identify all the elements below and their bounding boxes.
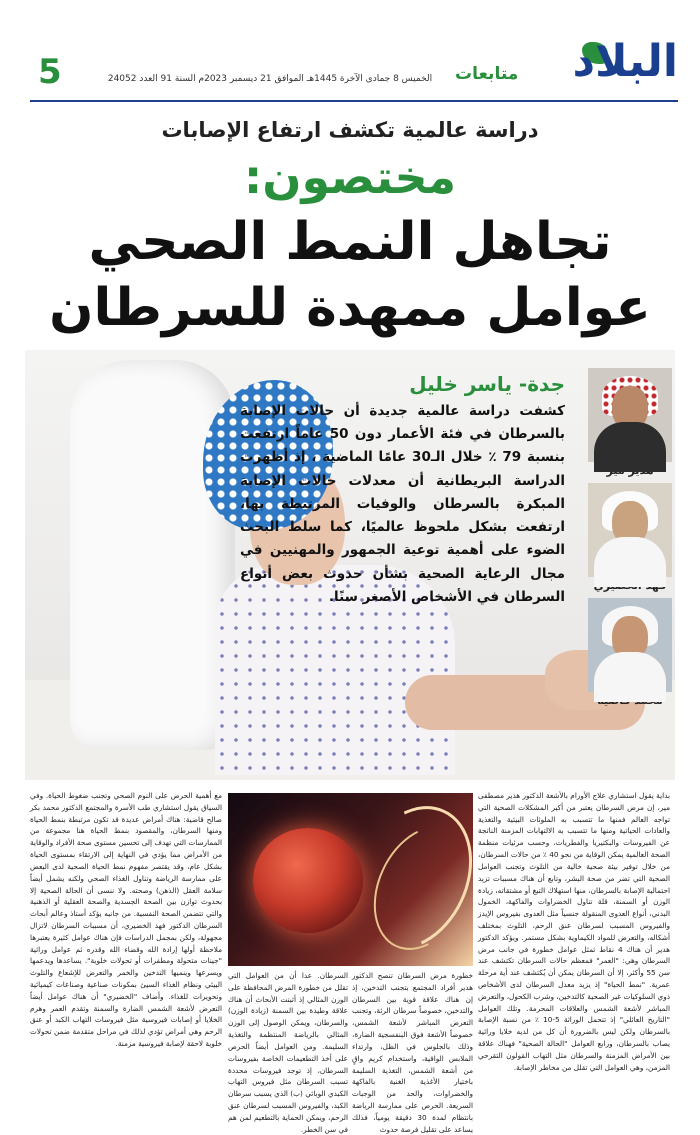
headline-lead: مختصون:	[243, 150, 457, 204]
pillow	[70, 360, 235, 750]
article-intro: كشفت دراسة عالمية جديدة أن حالات الإصابة بالسرطان في فئة الأعمار دون 50 عاماً ارتفعت بنسبة 79 ٪ خلال الـ30 عامًا الماضية ، إذ أظهرت الدراسة البريطانية أن معدلات حالات الإصابة المبكرة بالسرطان والوفيات المرتبطة بها، ارتفعت بشكل ملحوظ عالميًا، كما سلط البحث الضوء على أهمية توعية الجمهور والمهنيين في مجال الرعاية الصحية بشأن حدوث بعض أنواع السرطان في الأشخاص الأصغر سنًا.	[240, 403, 565, 605]
section-label: متابعات	[455, 64, 519, 84]
column-text: بداية يقول استشاري علاج الأورام بالأشعة الدكتور هدير مصطفى مير، إن مرض السرطان يعتبر من أكبر المشكلات الصحية التي تواجه العالم فمنها ما تتسبب به الملوثات البيئية والتغذية والعادات الحياتية ومنها ما تتسبب به الالتهابات المزمنة الناتجة عن الفيروسات والبكتيريا والفطريات، وحسب مرئيات منظمة الصحة العالمية يمكن الوقاية من نحو 40 ٪ من حالات السرطان، من خلال توفير بيئة صحية خالية من التلوث وتجنب العوامل الصحية التي تضر من صحة البشر، وتابع أن هناك مسببات تزيد احتمالية الإصابة بالسرطان، منها استهلاك التبغ أو مشتقاته، زيادة الوزن أو السمنة، قلة تناول الخضراوات والفاكهة، الخمول البدني، أنواع العدوى المنقولة جنسياً مثل العدوى بفيروس الإيدز والفيروس المسبب لسرطان عنق الرحم، التلوث بمختلف أشكاله، والتعرض للمواد الكيماوية بشكل مستمر. ويؤكد الدكتور هدير أن هناك 4 نقاط تمثل عوامل خطورة في جانب مرض السرطان وهي: "العمر" فمعظم حالات السرطان تكتشف عند سن 55 وأكثر، إلا أن السرطان يمكن أن يُكتشف عند أية مرحلة عمرية. "نمط الحياة" إذ يزيد معدل السرطان لدى الأشخاص ذوي السلوكيات غير الصحية كالتدخين، وشرب الكحول، والتعرض المباشر لأشعة الشمس والعلاقات المحرمة. وتلك العوامل "التاريخ العائلي" إذ تتحمل الوراثة 5-10 ٪ من نسبة الإصابة بالسرطان ولكن ليس بالضرورة أن كل من لديه خلايا وراثية يصاب بالسرطان، ورابع العوامل "الحالة الصحية" فهناك علاقة بين الأمراض المزمنة والسرطان مثل التهاب القولون التقرحي المزمن، وهي العوامل التي تقلل من مخاطر الإصابة.	[478, 791, 670, 1072]
inset-cancer-cell-photo	[228, 793, 473, 966]
byline: جدة- ياسر خليل	[409, 372, 565, 396]
portrait-fahad-alkhudairi	[588, 483, 672, 592]
newspaper-logo	[540, 34, 680, 98]
portrait-photo	[588, 483, 672, 577]
article-kicker: دراسة عالمية تكشف ارتفاع الإصابات	[161, 118, 539, 142]
header-divider	[30, 100, 678, 102]
page-number: 5	[38, 52, 62, 92]
masthead	[0, 0, 700, 108]
portrait-hadeer-mir	[588, 368, 672, 477]
cancer-cell	[253, 828, 363, 933]
headline-line-1: تجاهل النمط الصحي	[88, 212, 612, 272]
portrait-photo	[588, 598, 672, 692]
headline-line-2: عوامل ممهدة للسرطان	[49, 278, 651, 338]
column-text: السرطان. عدا أن من العوامل التي تقلل من خطورة المرض المحافظة على الوزن المثالي إذ أثبتت الأبحاث أن هناك علاقة وطيدة بين السمنة (زيادة الوزن) والسرطان، ويمكن الوصول إلى الوزن المثالي بالرياضة المنتظمة والتغذية السليمة. ومن العوامل أيضاً الحرص على أخذ التطعيمات الخاصة بفيروسات السرطان، إذ توجد فيروسات محددة تسبب السرطان مثل فيروس التهاب الكبدي الوبائي (ب) الذي يسبب سرطان الكبد، والفيروس المسبب لسرطان عنق الرحم، ويمكن الحماية بالتطعيم لمن هم في سن الخطر.	[228, 971, 348, 1134]
logo-text: البلاد	[572, 36, 678, 87]
column-text: مع أهمية الحرص على النوم الصحي وتجنب ضغوط الحياة. وفي السياق يقول استشاري طب الأسرة والمجتمع الدكتور محمد بكر صالح قاضية: هناك أمراض عديدة قد تكون مرتبطة بنمط الحياة ومنها السرطان، والمقصود بنمط الحياة هنا مجموعة من الممارسات التي تهدف إلى تحسين مستوى صحة الأفراد والوقاية من الأمراض مما يؤدي في النهاية إلى الارتقاء بمستوى الحياة بشكل عام، وقد يقتصر مفهوم نمط الحياة الصحية لدى البعض على ممارسة الرياضة وتناول الغذاء الصحي ولكنه يشمل أيضاً سلامة العقل (الذهن) وصحته. ولا ننسى أن الحالة الصحية إلا بحدوث توازن بين الصحة الجسدية والصحة العقلية أو الذهنية والتي تتضمن الصحة النفسية. من جانبه يؤكد أستاذ وعالم أبحاث السرطان الدكتور فهد الخضيري، أن مسببات السرطان لاتزال مجهولة، ولكن بمجمل الدراسات فإن هناك عوامل كثيرة يعتبرها ملاحظة أولها إرادة الله وقضاء الله وقدره ثم عوامل وراثية "جينات متحولة ومطفرات أو تحولات خلوية". يساعدها ويدعمها ويسرعها وينميها التدخين والخمر والتعرض للإشعاع والتلوث البيئي ونظام الغذاء السيئ بمكونات صناعية وصناعات كيميائية وتحويرات للغذاء. وأضاف "الخضيري" أن هناك عوامل أيضاً التعرض لأشعة الشمس الضارة والسمنة وتقدم العمر وهرم الخلايا أو إصابات فيروسية مثل فيروسات التهاب الكبد أو عنق الرحم وهي أمراض تؤدي لذلك في مراحل متقدمة ضمن تحولات خلوية لاحقة لإصابة فيروسية مزمنة.	[30, 791, 222, 1049]
column-text: خطورة مرض السرطان تنصح الدكتور هدير أفراد المجتمع بتجنب التدخين، إذ إن هناك علاقة قوية بين السرطان والتدخين، خصوصاً سرطان الرئة، وتجنب التعرض المباشر لأشعة الشمس، خصوصاً الأشعة فوق البنفسجية الضارة، وذلك بالجلوس في الظل، وارتداء الملابس الواقية، واستخدام كريم واقٍ من أشعة الشمس، التغذية السليمة باختيار الأغذية الغنية بالفاكهة والخضراوات، والحد من الوجبات السريعة. الحرص على ممارسة الرياضة بانتظام لمدة 30 دقيقة يومياً، فذلك يساعد على تقليل فرصة حدوث	[352, 971, 473, 1134]
portrait-photo	[588, 368, 672, 462]
portrait-mohammed-qadiya	[588, 598, 672, 707]
dateline: الخميس 8 جمادى الآخرة 1445هـ الموافق 21 ديسمبر 2023م السنة 91 العدد 24052	[107, 74, 433, 84]
